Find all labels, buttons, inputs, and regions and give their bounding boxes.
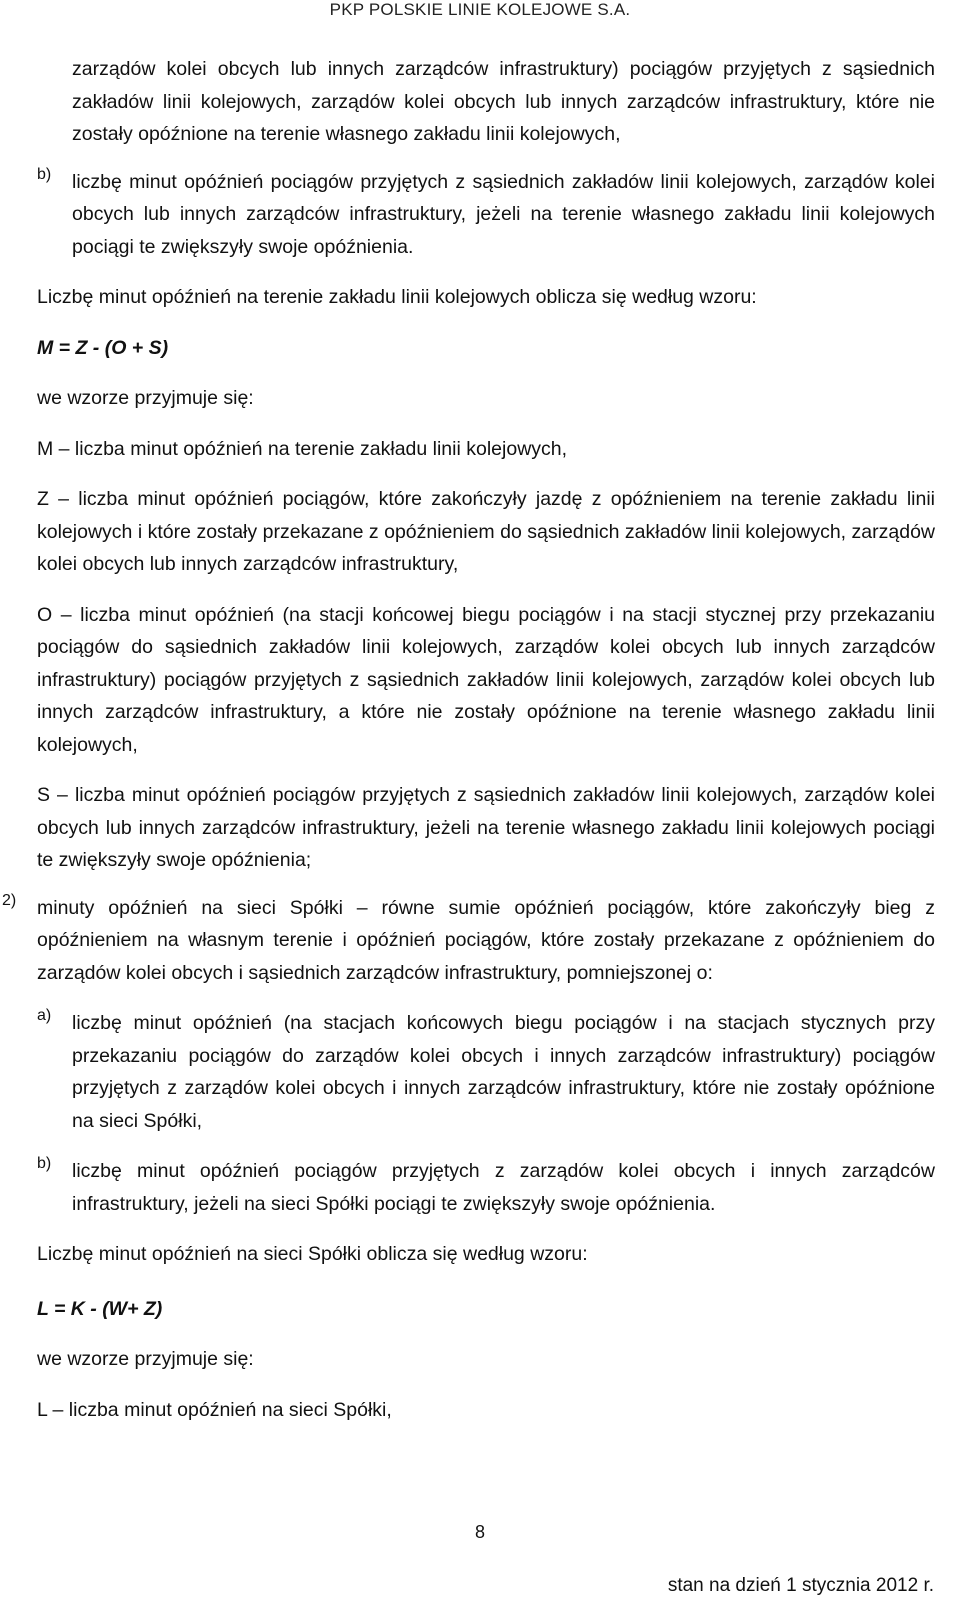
document-body	[2, 53, 935, 1426]
page-number: 8	[474, 1522, 485, 1542]
list-item-text: liczbę minut opóźnień pociągów przyjętych z zarządów kolei obcych i innych zarządców infrastruktury, jeżeli na sieci Spółki pociągi te zwiększyły swoje opóźnienia.	[72, 1160, 935, 1215]
list-item-b-1	[37, 166, 935, 264]
list-marker: a)	[37, 1007, 52, 1024]
list-item-a-2	[37, 1007, 935, 1137]
definition-l: L – liczba minut opóźnień na sieci Spółki,	[37, 1398, 392, 1421]
page-header: PKP POLSKIE LINIE KOLEJOWE S.A.	[329, 0, 631, 19]
list-item-2	[2, 892, 935, 990]
where-label-1: we wzorze przyjmuje się:	[37, 387, 254, 409]
footer-date: stan na dzień 1 stycznia 2012 r.	[667, 1575, 934, 1596]
definition-z: Z – liczba minut opóźnień pociągów, które zakończyły jazdę z opóźnieniem na terenie zakładu linii kolejowych i które zostały przekazane z opóźnieniem do sąsiednich zakładów linii kolejowych, zarządów kolei obcych lub innych zarządców infrastruktury,	[37, 488, 935, 575]
formula-intro-1: Liczbę minut opóźnień na terenie zakładu linii kolejowych oblicza się według wzoru:	[37, 286, 757, 308]
definition-s: S – liczba minut opóźnień pociągów przyjętych z sąsiednich zakładów linii kolejowych, zarządów kolei obcych lub innych zarządców infrastruktury, jeżeli na terenie własnego zakładu linii kolejowych pociągi te zwiększyły swoje opóźnienia;	[37, 784, 935, 871]
formula-2: L = K - (W+ Z)	[37, 1297, 163, 1320]
list-item-b-2	[37, 1155, 935, 1220]
list-marker: 2)	[2, 891, 17, 909]
definition-o: O – liczba minut opóźnień (na stacji końcowej biegu pociągów i na stacji stycznej przy przekazaniu pociągów do sąsiednich zakładów linii kolejowych, zarządów kolei obcych lub innych zarządców infrastruktury) pociągów przyjętych z sąsiednich zakładów linii kolejowych, zarządów kolei obcych lub innych zarządców infrastruktury, a które nie zostały opóźnione na terenie własnego zakładu linii kolejowych,	[37, 603, 935, 756]
where-label-2: we wzorze przyjmuje się:	[37, 1348, 254, 1370]
continuation-paragraph: zarządów kolei obcych lub innych zarządców infrastruktury) pociągów przyjętych z sąsiednich zakładów linii kolejowych, zarządów kolei obcych lub innych zarządców infrastruktury, które nie zostały opóźnione na terenie własnego zakładu linii kolejowych,	[72, 58, 935, 145]
list-item-text: liczbę minut opóźnień (na stacjach końcowych biegu pociągów i na stacjach stycznych przy przekazaniu pociągów do zarządów kolei obcych i innych zarządców infrastruktury) pociągów przyjętych z zarządów kolei obcych i innych zarządców infrastruktury, które nie zostały opóźnione na sieci Spółki,	[72, 1012, 935, 1132]
list-marker: b)	[37, 1155, 52, 1172]
definition-m: M – liczba minut opóźnień na terenie zakładu linii kolejowych,	[37, 437, 568, 460]
list-item-text: liczbę minut opóźnień pociągów przyjętych z sąsiednich zakładów linii kolejowych, zarządów kolei obcych lub innych zarządców infrastruktury, jeżeli na terenie własnego zakładu linii kolejowych pociągi te zwiększyły swoje opóźnienia.	[72, 170, 935, 258]
list-marker: b)	[37, 165, 52, 183]
formula-intro-2: Liczbę minut opóźnień na sieci Spółki oblicza się według wzoru:	[37, 1243, 588, 1265]
formula-1: M = Z - (O + S)	[37, 336, 169, 359]
list-item-text: minuty opóźnień na sieci Spółki – równe sumie opóźnień pociągów, które zakończyły bieg z opóźnieniem na własnym terenie i opóźnień pociągów, które zostały przekazane z opóźnieniem do zarządów kolei obcych i sąsiednich zarządców infrastruktury, pomniejszonej o:	[37, 896, 935, 984]
